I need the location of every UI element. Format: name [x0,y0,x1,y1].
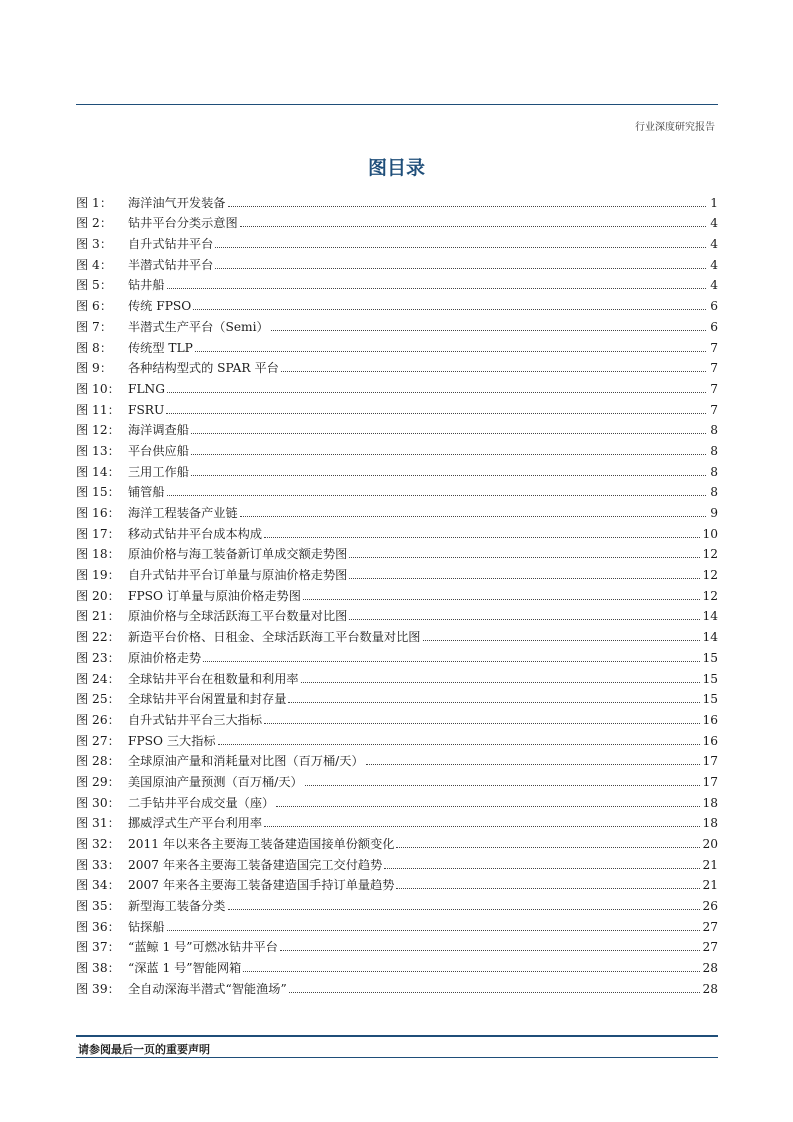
toc-entry-label: 三用工作船 [128,464,189,479]
toc-leader-dots [191,453,706,455]
toc-entry[interactable] [76,644,718,665]
toc-entry-page: 4 [710,216,718,231]
toc-entry[interactable] [76,851,718,872]
toc-entry[interactable] [76,499,718,520]
toc-entry-label: “深蓝 1 号”智能网箱 [128,961,242,976]
toc-leader-dots [276,805,700,807]
toc-entry-page: 20 [702,837,718,851]
toc-entry-page: 16 [702,733,718,748]
toc-entry[interactable] [76,437,718,458]
toc-entry-number: 图 15： [76,485,120,500]
toc-entry-label: 海洋调查船 [128,423,189,438]
toc-entry-label: 2007 年来各主要海工装备建造国完工交付趋势 [128,857,383,872]
toc-entry[interactable] [76,541,718,562]
toc-entry-page: 12 [702,568,718,583]
toc-entry-page: 8 [710,464,718,479]
toc-leader-dots [167,929,701,931]
toc-entry-page: 14 [702,630,718,645]
toc-entry[interactable] [76,954,718,975]
toc-entry-label: 新型海工装备分类 [128,899,226,914]
toc-entry-label: 2007 年来各主要海工装备建造国手持订单量趋势 [128,878,395,893]
toc-entry-page: 7 [710,340,718,355]
toc-leader-dots [280,949,701,951]
toc-entry[interactable] [76,830,718,851]
toc-entry-number: 图 6： [76,299,113,314]
toc-entry[interactable] [76,230,718,251]
toc-entry-label: FLNG [128,381,165,396]
toc-leader-dots [166,412,706,414]
toc-entry-page: 12 [702,588,718,603]
toc-entry-number: 图 4： [76,257,113,272]
toc-entry-label: 钻探船 [128,919,165,934]
toc-entry[interactable] [76,810,718,831]
toc-entry-page: 16 [702,712,718,727]
toc-entry[interactable] [76,355,718,376]
footer-disclaimer: 请参阅最后一页的重要声明 [78,1043,210,1056]
toc-leader-dots [193,308,706,310]
toc-entry-number: 图 21： [76,609,120,624]
toc-entry-number: 图 20： [76,588,120,603]
toc-entry-label: FPSO 订单量与原油价格走势图 [128,588,301,603]
toc-leader-dots [271,329,706,331]
toc-entry-number: 图 1： [76,195,113,210]
toc-entry-number: 图 14： [76,464,120,479]
toc-entry-number: 图 36： [76,919,120,934]
toc-leader-dots [228,205,707,207]
toc-entry-page: 28 [702,981,718,996]
toc-entry[interactable] [76,934,718,955]
toc-entry-page: 1 [710,195,718,210]
toc-entry-page: 27 [702,919,718,934]
toc-leader-dots [288,701,700,703]
toc-entry-label: 半潜式生产平台（Semi） [128,319,269,334]
toc-entry-label: 新造平台价格、日租金、全球活跃海工平台数量对比图 [128,630,421,645]
toc-entry-number: 图 29： [76,774,120,789]
toc-entry[interactable] [76,189,718,210]
toc-entry-label: 平台供应船 [128,443,189,458]
toc-entry[interactable] [76,561,718,582]
toc-entry-page: 14 [702,609,718,624]
toc-entry[interactable] [76,417,718,438]
toc-leader-dots [281,370,706,372]
toc-entry-label: 原油价格与海工装备新订单成交额走势图 [128,547,348,562]
toc-entry-number: 图 7： [76,319,113,334]
toc-entry-label: 挪威浮式生产平台利用率 [128,816,263,831]
toc-entry-page: 8 [710,485,718,500]
toc-entry[interactable] [76,706,718,727]
toc-leader-dots [349,618,700,620]
toc-leader-dots [228,908,701,910]
toc-entry-number: 图 16： [76,506,120,520]
toc-leader-dots [215,267,706,269]
page-title: 图目录 [367,157,425,179]
toc-entry-label: 传统 FPSO [128,299,192,314]
toc-entry[interactable] [76,251,718,272]
toc-entry-page: 27 [702,940,718,955]
toc-entry[interactable] [76,210,718,231]
toc-entry-number: 图 32： [76,837,120,851]
toc-entry-label: 全球钻井平台在租数量和利用率 [128,671,299,686]
toc-entry-label: 半潜式钻井平台 [128,257,214,272]
toc-entry-label: 全球原油产量和消耗量对比图（百万桶/天） [128,754,364,769]
toc-entry-label: 2011 年以来各主要海工装备建造国接单份额变化 [128,837,395,851]
toc-entry-page: 26 [702,899,718,914]
toc-entry-number: 图 10： [76,381,120,396]
toc-entry-page: 21 [702,857,718,872]
toc-entry-page: 4 [710,257,718,272]
toc-entry-number: 图 23： [76,650,120,665]
toc-entry-page: 8 [710,443,718,458]
toc-leader-dots [349,556,700,558]
toc-entry-page: 12 [702,547,718,562]
toc-entry-page: 9 [710,506,718,520]
toc-entry-number: 图 17： [76,526,120,541]
toc-entry-number: 图 5： [76,278,113,293]
toc-entry[interactable] [76,623,718,644]
toc-entry-number: 图 39： [76,981,120,996]
toc-entry[interactable] [76,727,718,748]
toc-entry-label: 传统型 TLP [128,340,193,355]
toc-entry[interactable] [76,789,718,810]
toc-leader-dots [301,681,701,683]
toc-leader-dots [167,391,706,393]
toc-leader-dots [396,887,700,889]
toc-entry-number: 图 31： [76,816,120,831]
toc-entry-number: 图 22： [76,630,120,645]
toc-entry-number: 图 25： [76,692,120,707]
toc-entry[interactable] [76,272,718,293]
toc-entry-page: 15 [702,692,718,707]
toc-entry-number: 图 19： [76,568,120,583]
toc-entry-number: 图 34： [76,878,120,893]
toc-leader-dots [264,536,700,538]
toc-entry-page: 7 [710,361,718,376]
toc-entry[interactable] [76,375,718,396]
toc-entry-label: 原油价格走势 [128,650,202,665]
toc-entry-label: 自升式钻井平台订单量与原油价格走势图 [128,568,348,583]
toc-entry-label: “蓝鲸 1 号”可燃冰钻井平台 [128,940,278,955]
toc-entry-number: 图 9： [76,361,113,376]
toc-entry-number: 图 37： [76,940,120,955]
toc-leader-dots [203,660,700,662]
toc-entry-page: 17 [702,774,718,789]
toc-entry-page: 10 [702,526,718,541]
toc-entry-number: 图 8： [76,340,113,355]
toc-entry-page: 21 [702,878,718,893]
toc-entry-label: 钻井平台分类示意图 [128,216,238,231]
toc-entry[interactable] [76,768,718,789]
toc-entry[interactable] [76,686,718,707]
toc-leader-dots [264,722,700,724]
toc-leader-dots [167,494,706,496]
toc-entry[interactable] [76,292,718,313]
toc-entry-page: 4 [710,278,718,293]
toc-entry-page: 8 [710,423,718,438]
toc-entry-label: 美国原油产量预测（百万桶/天） [128,774,303,789]
toc-entry-number: 图 13： [76,443,120,458]
toc-entry[interactable] [76,520,718,541]
toc-leader-dots [384,867,700,869]
toc-entry-page: 18 [702,816,718,831]
toc-leader-dots [243,970,700,972]
toc-entry-label: FPSO 三大指标 [128,733,216,748]
toc-entry-label: 钻井船 [128,278,165,293]
toc-entry-label: 海洋油气开发装备 [128,195,226,210]
toc-entry-page: 18 [702,795,718,810]
toc-entry[interactable] [76,748,718,769]
toc-entry-page: 6 [710,319,718,334]
toc-entry-number: 图 2： [76,216,113,231]
toc-entry-number: 图 3： [76,237,113,252]
toc-entry-number: 图 38： [76,961,120,976]
toc-entry-page: 7 [710,381,718,396]
toc-leader-dots [195,350,706,352]
toc-leader-dots [240,225,706,227]
toc-entry-label: 自升式钻井平台三大指标 [128,712,263,727]
toc-entry-page: 7 [710,402,718,417]
toc-entry[interactable] [76,334,718,355]
toc-leader-dots [191,432,706,434]
toc-entry[interactable] [76,872,718,893]
toc-leader-dots [305,784,701,786]
toc-entry-label: 海洋工程装备产业链 [128,506,238,520]
toc-entry[interactable] [76,479,718,500]
toc-leader-dots [303,598,701,600]
footer-rule-thin [76,1057,718,1058]
toc-entry-number: 图 26： [76,712,120,727]
toc-entry-label: FSRU [128,402,165,417]
figure-list [76,189,718,996]
toc-leader-dots [366,763,701,765]
toc-entry-label: 移动式钻井平台成本构成 [128,526,263,541]
toc-entry-page: 15 [702,650,718,665]
toc-entry-label: 各种结构型式的 SPAR 平台 [128,361,279,376]
toc-leader-dots [349,577,700,579]
toc-leader-dots [215,246,706,248]
toc-entry-number: 图 27： [76,733,120,748]
toc-entry-page: 15 [702,671,718,686]
toc-entry[interactable] [76,582,718,603]
toc-entry-number: 图 11： [76,402,120,417]
toc-entry[interactable] [76,975,718,996]
toc-entry-number: 图 24： [76,671,120,686]
toc-entry-number: 图 28： [76,754,120,769]
toc-leader-dots [423,639,701,641]
toc-entry[interactable] [76,313,718,334]
toc-entry-number: 图 35： [76,899,120,914]
toc-leader-dots [240,515,706,517]
toc-entry-number: 图 33： [76,857,120,872]
toc-entry-page: 4 [710,237,718,252]
toc-leader-dots [289,991,701,993]
toc-leader-dots [191,474,706,476]
report-type-label: 行业深度研究报告 [635,122,715,133]
toc-entry-number: 图 18： [76,547,120,562]
toc-leader-dots [396,846,700,848]
toc-entry[interactable] [76,603,718,624]
toc-entry-label: 全自动深海半潜式“智能渔场” [128,981,287,996]
toc-entry[interactable] [76,892,718,913]
toc-entry[interactable] [76,665,718,686]
toc-entry[interactable] [76,458,718,479]
toc-entry-page: 17 [702,754,718,769]
toc-entry[interactable] [76,913,718,934]
toc-entry-number: 图 12： [76,423,120,438]
toc-entry[interactable] [76,396,718,417]
toc-leader-dots [264,825,700,827]
toc-entry-page: 28 [702,961,718,976]
toc-entry-label: 自升式钻井平台 [128,237,214,252]
toc-entry-number: 图 30： [76,795,120,810]
toc-entry-label: 二手钻井平台成交量（座） [128,795,275,810]
toc-leader-dots [167,287,706,289]
header-rule [76,104,718,105]
toc-entry-label: 全球钻井平台闲置量和封存量 [128,692,287,707]
toc-entry-page: 6 [710,299,718,314]
toc-entry-label: 铺管船 [128,485,165,500]
footer-rule [76,1035,718,1037]
toc-leader-dots [218,743,701,745]
toc-entry-label: 原油价格与全球活跃海工平台数量对比图 [128,609,348,624]
